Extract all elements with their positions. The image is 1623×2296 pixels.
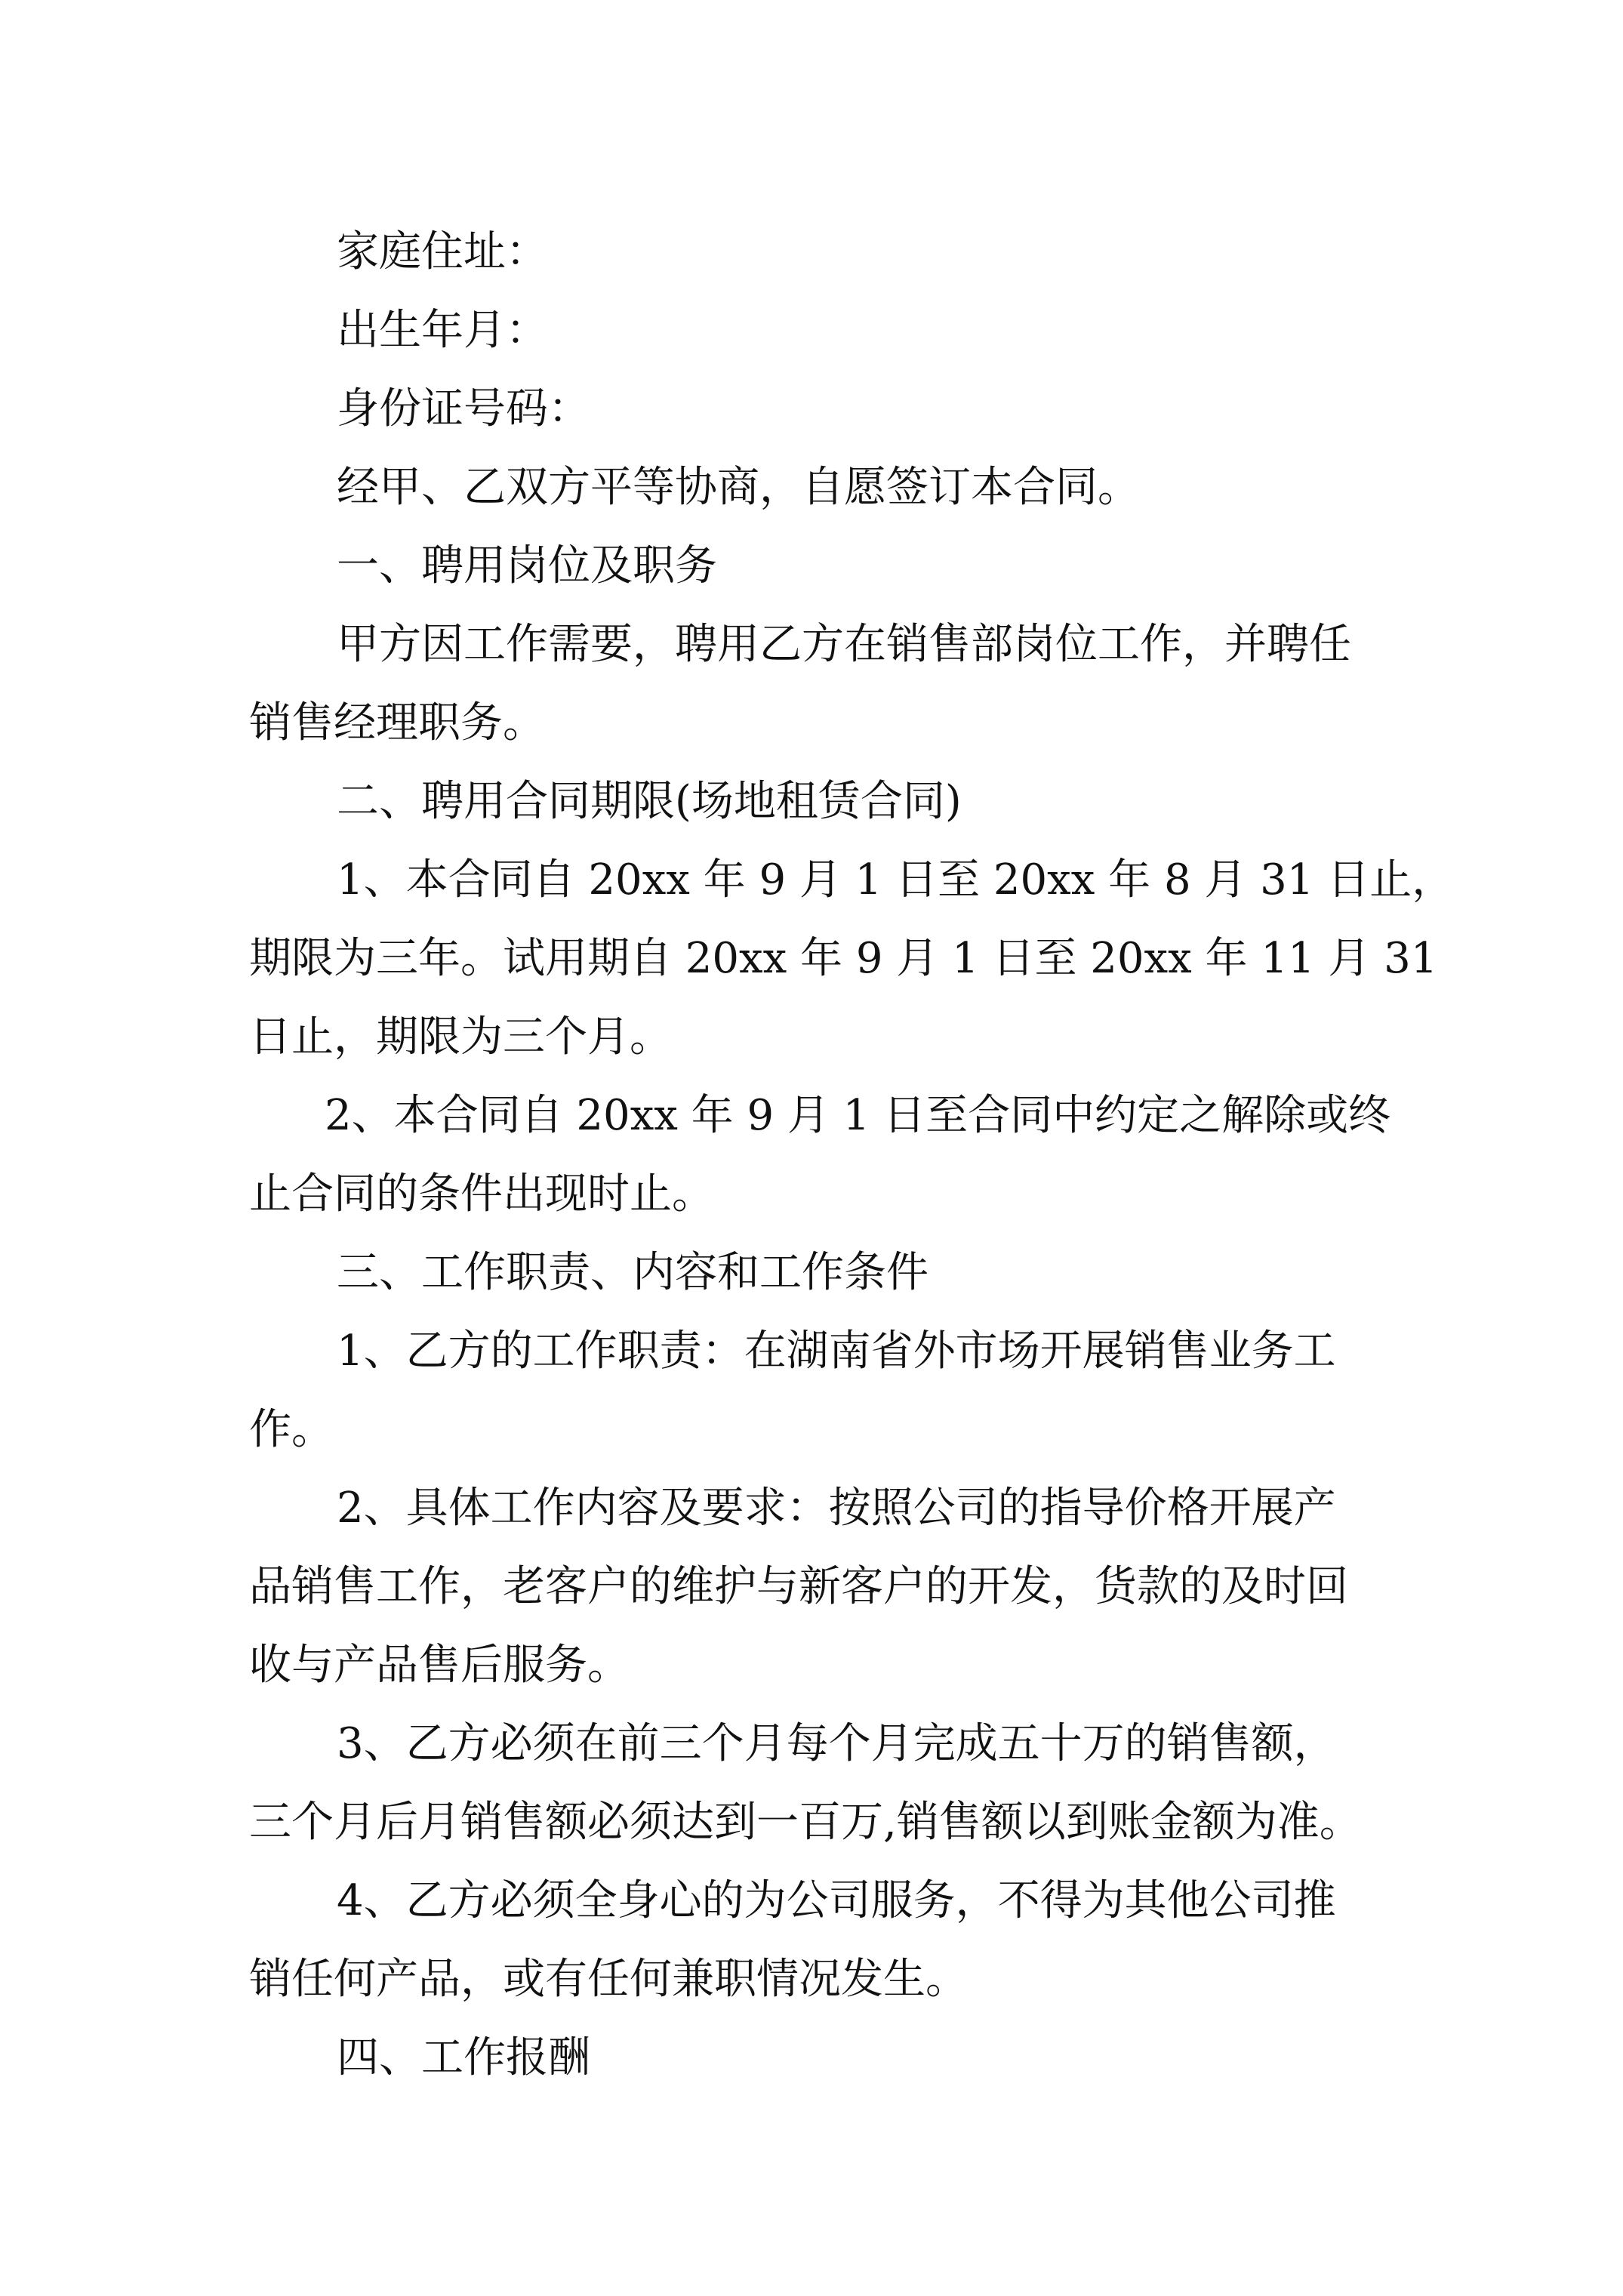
section-1-heading-text: 一、聘用岗位及职务 xyxy=(337,541,717,590)
id-number-label: 身份证号码： xyxy=(337,384,590,433)
home-address-label: 家庭住址： xyxy=(337,227,548,276)
section-1-body-line-1: 甲方因工作需要，聘用乙方在销售部岗位工作，并聘任 xyxy=(337,620,1351,669)
section-3-item-1-line-2: 作。 xyxy=(249,1405,334,1454)
agreement-intro xyxy=(249,448,1381,527)
section-2-item-1 xyxy=(249,841,1455,1077)
section-2-heading-text: 二、聘用合同期限(场地租赁合同) xyxy=(337,777,962,826)
section-4-heading xyxy=(249,2019,1381,2097)
section-3-item-3-line-2: 三个月后月销售额必须达到一百万,销售额以到账金额为准。 xyxy=(249,1798,1362,1847)
section-3-item-1 xyxy=(249,1312,1381,1469)
section-2-item-1-line-3: 日止，期限为三个月。 xyxy=(249,1012,672,1062)
section-3-item-4-line-1: 4、乙方必须全身心的为公司服务，不得为其他公司推 xyxy=(337,1876,1336,1925)
section-3-heading-text: 三、工作职责、内容和工作条件 xyxy=(337,1248,929,1297)
section-1-body-line-2: 销售经理职务。 xyxy=(249,698,545,747)
document-body xyxy=(249,213,1455,2097)
section-2-item-1-line-2: 期限为三年。试用期自 20xx 年 9 月 1 日至 20xx 年 11 月 31 xyxy=(249,934,1438,983)
home-address-field xyxy=(249,213,1381,291)
section-2-item-2-line-1: 2、本合同自 20xx 年 9 月 1 日至合同中约定之解除或终 xyxy=(325,1091,1391,1140)
section-3-heading xyxy=(249,1234,1381,1312)
agreement-intro-text: 经甲、乙双方平等协商，自愿签订本合同。 xyxy=(337,463,1140,512)
section-2-item-2-line-2: 止合同的条件出现时止。 xyxy=(249,1170,714,1219)
section-2-heading xyxy=(249,763,1381,841)
section-3-item-2 xyxy=(249,1469,1381,1705)
section-3-item-3-line-1: 3、乙方必须在前三个月每个月完成五十万的销售额， xyxy=(337,1719,1336,1768)
section-1-body xyxy=(249,606,1381,763)
section-3-item-2-line-2: 品销售工作，老客户的维护与新客户的开发，货款的及时回 xyxy=(249,1562,1348,1611)
section-1-heading xyxy=(249,527,1381,606)
id-number-field xyxy=(249,370,1381,448)
section-3-item-2-line-3: 收与产品售后服务。 xyxy=(249,1641,630,1690)
birth-date-field xyxy=(249,291,1381,370)
section-3-item-2-line-1: 2、具体工作内容及要求：按照公司的指导价格开展产 xyxy=(337,1484,1336,1533)
section-3-item-1-line-1: 1、乙方的工作职责：在湖南省外市场开展销售业务工 xyxy=(337,1327,1336,1376)
section-2-item-1-line-1: 1、本合同自 20xx 年 9 月 1 日至 20xx 年 8 月 31 日止， xyxy=(337,855,1455,905)
section-3-item-4-line-2: 销任何产品，或有任何兼职情况发生。 xyxy=(249,1955,968,2004)
section-3-item-4 xyxy=(249,1862,1381,2019)
birth-date-label: 出生年月： xyxy=(337,306,548,355)
section-3-item-3 xyxy=(249,1705,1381,1862)
section-4-heading-text: 四、工作报酬 xyxy=(337,2033,590,2082)
section-2-item-2 xyxy=(249,1077,1391,1234)
